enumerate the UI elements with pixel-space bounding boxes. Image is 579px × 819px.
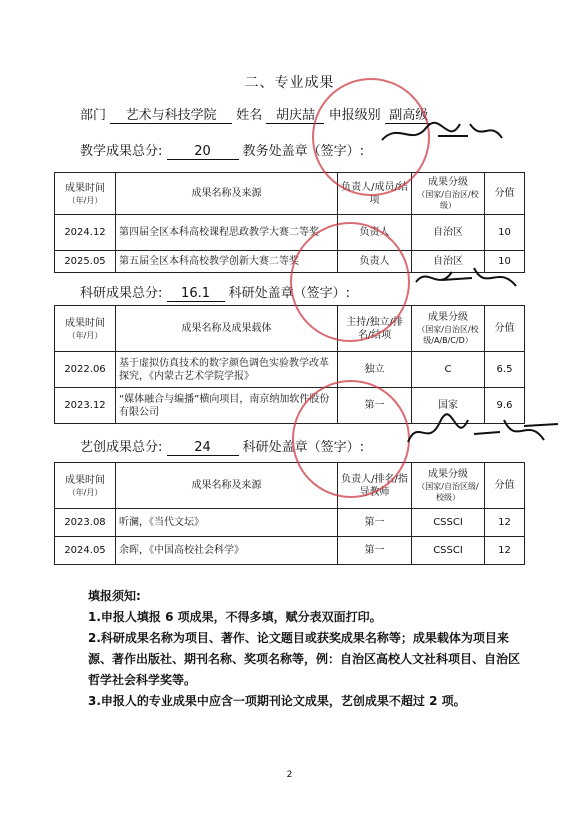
header-time: 成果时间 （年/月） xyxy=(55,173,116,215)
signature-icon xyxy=(404,412,564,458)
dept-value: 艺术与科技学院 xyxy=(110,108,232,124)
name-value: 胡庆喆 xyxy=(266,108,324,124)
cell-grade: C xyxy=(412,352,485,388)
cell-role: 第一 xyxy=(338,388,412,424)
header-role: 主持/独立/排名/结项 xyxy=(338,306,412,352)
cell-time: 2022.06 xyxy=(55,352,116,388)
cell-name: 听澜，《当代文坛》 xyxy=(116,509,338,537)
note-item: 2.科研成果名称为项目、著作、论文题目或获奖成果名称等；成果载体为项目来源、著作出版社、期刊名称、奖项名称等，例：自治区高校人文社科项目、自治区哲学社会科学奖等。 xyxy=(88,631,521,687)
header-role: 负责人/排名/指导教师 xyxy=(338,463,412,509)
art-stamp-label: 科研处盖章（签字）: xyxy=(242,440,365,455)
cell-role: 第一 xyxy=(338,537,412,565)
cell-score: 12 xyxy=(485,509,525,537)
notes-title: 填报须知: xyxy=(88,589,141,603)
teaching-table xyxy=(54,172,525,273)
cell-name: “媒体融合与编播”横向项目，南京纳加软件股份有限公司 xyxy=(116,388,338,424)
table-row xyxy=(55,537,525,565)
header-score: 分值 xyxy=(485,463,525,509)
table-header-row xyxy=(55,463,525,509)
cell-score: 6.5 xyxy=(485,352,525,388)
cell-score: 12 xyxy=(485,537,525,565)
teaching-total-label: 教学成果总分: xyxy=(80,144,163,159)
table-row xyxy=(55,509,525,537)
cell-role: 负责人 xyxy=(338,251,412,273)
cell-time: 2023.08 xyxy=(55,509,116,537)
header-grade: 成果分级 （国家/自治区级/校级） xyxy=(412,463,485,509)
research-total-value: 16.1 xyxy=(167,286,225,302)
cell-time: 2024.05 xyxy=(55,537,116,565)
cell-role: 负责人 xyxy=(338,215,412,251)
table-row xyxy=(55,352,525,388)
research-total-label: 科研成果总分: xyxy=(80,286,163,301)
section-title: 二、专业成果 xyxy=(244,75,335,91)
header-role: 负责人/成员/结项 xyxy=(338,173,412,215)
table-header-row xyxy=(55,306,525,352)
cell-name: 第五届全区本科高校教学创新大赛二等奖 xyxy=(116,251,338,273)
cell-score: 10 xyxy=(485,251,525,273)
note-item: 3.申报人的专业成果中应含一项期刊论文成果，艺创成果不超过 2 项。 xyxy=(88,694,466,708)
dept-label: 部门 xyxy=(80,108,107,123)
cell-grade: 国家 xyxy=(412,388,485,424)
table-header-row xyxy=(55,173,525,215)
cell-grade: 自治区 xyxy=(412,251,485,273)
teaching-total-value: 20 xyxy=(167,144,239,160)
research-stamp-label: 科研处盖章（签字）: xyxy=(228,286,351,301)
cell-role: 第一 xyxy=(338,509,412,537)
cell-role: 独立 xyxy=(338,352,412,388)
cell-time: 2024.12 xyxy=(55,215,116,251)
table-row xyxy=(55,215,525,251)
cell-name: 第四届全区本科高校课程思政教学大赛二等奖 xyxy=(116,215,338,251)
cell-grade: CSSCI xyxy=(412,537,485,565)
signature-icon xyxy=(412,262,522,302)
cell-name: 余晖，《中国高校社会科学》 xyxy=(116,537,338,565)
cell-time: 2025.05 xyxy=(55,251,116,273)
header-grade: 成果分级 （国家/自治区/校级） xyxy=(412,173,485,215)
header-name: 成果名称及来源 xyxy=(116,463,338,509)
cell-name: 基于虚拟仿真技术的数字颜色调色实验教学改革探究，《内蒙古艺术学院学报》 xyxy=(116,352,338,388)
cell-score: 9.6 xyxy=(485,388,525,424)
cell-time: 2023.12 xyxy=(55,388,116,424)
research-table xyxy=(54,305,525,424)
level-label: 申报级别 xyxy=(328,108,381,123)
page-number: 2 xyxy=(286,770,293,780)
art-total-label: 艺创成果总分: xyxy=(80,440,163,455)
official-seal-icon xyxy=(290,222,410,342)
header-score: 分值 xyxy=(485,306,525,352)
filling-notes xyxy=(88,586,528,712)
header-name: 成果名称及来源 xyxy=(116,173,338,215)
official-seal-icon xyxy=(292,380,410,498)
level-value: 副高级 xyxy=(385,108,433,124)
cell-score: 10 xyxy=(485,215,525,251)
header-time: 成果时间 （年/月） xyxy=(55,463,116,509)
header-score: 分值 xyxy=(485,173,525,215)
art-total-value: 24 xyxy=(167,440,239,456)
header-name: 成果名称及成果载体 xyxy=(116,306,338,352)
cell-grade: CSSCI xyxy=(412,509,485,537)
signature-icon xyxy=(378,116,508,156)
note-item: 1.申报人填报 6 项成果，不得多填，赋分表双面打印。 xyxy=(88,610,382,624)
name-label: 姓名 xyxy=(236,108,263,123)
header-time: 成果时间 （年/月） xyxy=(55,306,116,352)
cell-grade: 自治区 xyxy=(412,215,485,251)
teaching-stamp-label: 教务处盖章（签字）: xyxy=(242,144,365,159)
header-grade: 成果分级 （国家/自治区/校级/A/B/C/D） xyxy=(412,306,485,352)
art-table xyxy=(54,462,525,565)
